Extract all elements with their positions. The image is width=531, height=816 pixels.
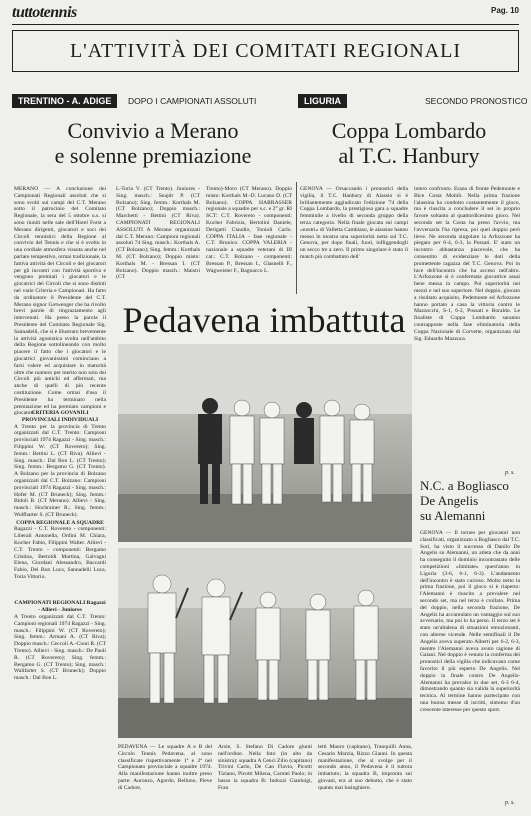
criteria-text: A Trento per la provincia di Trento organizzati dal C.T. Trento: Campioni provinciali 1974 Ragazzi - Sing. masch.: Filippini W. (CT Rovereto); Sing. femm.: Bettini L. (CT Riva). Allievi - Sing. masch.: Dal Bon L. (CT Trento); Sing. femm.: Bergamo G. (CT Trento). A Bolzano per la provincia di Bolzano organizzati dal C.T. Bolzano: Campioni provinciali 1974 Ragazzi - Sing. masch.: Hofer M. (CT Bruneck); Sing. femm.: Bidoli B. (CT Merano). Allievi - Sing. masch.: Hochrainer R.; Sing. femm.: Wolfharter S. (CT Bruneck).	[14, 423, 106, 518]
headline-liguria-line2: al T.C. Hanbury	[338, 143, 480, 168]
coppa-regionale-text: Ragazzi - C.T. Rovereto - componenti: Liberali Antonella, Ordini M. Chiara, Kocher Fabio, Filippini Walter. Allievi - C.T. Trento - componenti: Bergamo Cristina, Bertoldi Martina, Galvagni Elena, Giordani Alessandro, Baccardi Fabio, Del Bon Luca, Sannadelli Luca, Toria Vittorio.	[14, 526, 106, 580]
criteria-heading: CRITERIA GOVANILI PROVINCIALI INDIVIDUALI	[21, 410, 99, 423]
subhead-trentino: DOPO I CAMPIONATI ASSOLUTI	[128, 96, 257, 106]
tag-liguria: LIGURIA	[298, 94, 347, 108]
headline-pedavena: Pedavena imbattuta	[122, 300, 406, 340]
article-trentino-col2: L-Toria V. (CT Trento). Juniores - Sing. masch.: Snajdr P. (CT Bolzano); Sing. femm.: Korthals M. (CT Bolzano); Doppio masch.: Marchetti - Bettini (CT Riva). CAMPIONATI REGIONALI ASSOLUTI A Merano organizzati dal C.T. Merano: Campioni regionali assoluti 74 Sing. masch.: Korthals A. (CT Bolzano); Sing. femm.: Korthals M. (CT Bolzano); Doppio misto: Korthals M. - Bressan I. (CT Bolzano). Doppio masch.: Maistri (CT	[116, 186, 200, 281]
subhead-liguria: SECONDO PRONOSTICO	[425, 96, 528, 106]
article-liguria-col2: intero confronto. Erano di fronte Pedemonte e Bice Costa Mobili. Nella prima frazione l'alassina ha condotto costantemente il gioco, ma è riuscita a concludere il set in proprio favore soltanto al quattordicesimo gioco. Nel secondo set la Costa ha preso l'avvio, ma l'avversaria l'ha ripresa, poi quel doppio però lieve. Ne seconda singolare la Arfozzone ha piegato per 6-4, 6-3, la Possati. E' stato un incontro abbastanza piacevole, che ha consentito di evidenziare le doti della promettente ragazza del T.C. Genova. Poi in luce dell'incontro che ha acceso nell'altro. L'Arfozzone si è confermata giocatrice assai bene messa in campo. Poi superiorità nei mezzi e nel suo superiore. Nel doppio, giocato a risultato acquisito, Pedemonte ed Arfozzone hanno portato a casa la vittoria contro le Mazzocchi, S-1, 6-2, Possati e Boraldo. Le finaliste di Coppa Lombardo saranno contrapposte nella fase eliminatoria della Coppa Nazionale di Corvette, organizzata dal Sig. Eduardo Mazzuca.	[414, 186, 520, 342]
page-number: Pag. 10	[490, 6, 519, 15]
pedavena-caption-col1: PEDAVENA — Le squadre A e B del Circolo Tennis Pedavena, al sono classificate rispettivamente 1ª e 2ª nel Campionato provinciale a squadre 1974. Alla manifestazione hanno inoltre preso parte: Auronzo, Agordo, Belluno, Pieve di Cadore,	[118, 744, 212, 791]
bogliasco-signature: p. s.	[505, 800, 515, 806]
liguria-signature: p. s.	[505, 470, 515, 476]
team-photo-bottom	[118, 548, 412, 738]
headline-bogliasco-line1: N.C. a Bogliasco	[420, 478, 509, 493]
headline-bogliasco-line2: De Angelis	[420, 493, 479, 508]
header-rule	[12, 24, 519, 25]
headline-liguria	[296, 118, 522, 168]
headline-bogliasco-line3: su Alemanni	[420, 508, 486, 523]
article-trentino-col1: MERANO — A conclusione dei Campionati Regionali assoluti che si sono svolti sui campi del C.T. Merano sotto il patrocinio del Comitato Regionale, la sera del 5 ottobre u.s. si sono riuniti nelle sale dell'Hotel Forst a Merano dirigenti, giocatori e soci dei Circoli tennistici della Regione al convivio del Tennis e che si è svolto in una cordiale atmosfera vissuta anche nel parlare tempestivo, ormai tradizionale, la fattiva attività dei Circoli e dei giocatori per gli incontri con l'attività sportiva e vengono premiati i giocatori e le giocatrici dei Circoli che si sono distinti nel varie Criteria e Campionati. Ha fatto da ordinatore il Presidente del C.T. Merano signor Gotwenger che ha rivolto brevi parole di ringraziamento agli intervenuti. Ha preso la parola il Presidente del Comitato Regionale Sig. Sannadelli, che si è illustrato brevemente la attività agonistica svolta nell'ambito della Regione sottolineando con molto piacere il fatto che i giocatori e le giocatrici giovanissimi cominciano a farsi valere ed acquistare in maturità oltre che numero per merito non solo dei Circoli più antichi ed affermati, ma anche di quelli di più recente costituzione. Come ormai d'uso il Presidente ha terminato nella premiazione ed ha premiato campioni e giocatori.	[14, 186, 106, 417]
campionati-heading: CAMPIONATI REGIONALI Ragazzi - Allievi - Juniores	[14, 600, 106, 614]
tag-trentino: TRENTINO - A. ADIGE	[12, 94, 117, 108]
headline-trentino-line2: e solenne premiazione	[54, 143, 252, 168]
pedavena-caption-col2: Arsie, S. Stefano Di Cadore giunti nell'ordine. Nella foto (in alto da sinistra): squadra A Cenci Zilio (capitano) Trivini Carlo, De Can Flavio, Picotti Tiziano, Picotti Milena, Carniel Paolo; in basso la squadra B: Indozzi Gianluigi, Frau	[218, 744, 312, 791]
campionati-text: A Trento organizzati dal C.T. Trento: Campioni regionali 1974 Ragazzi - Sing. masch.: Filippini W. (CT Rovereto); Sing. femm.: Armani A. (CT Riva); Doppio masch.: Ceccoli A.-Cioni R. (CT Trento). Allievi - Sing. masch.: De Paoli R. (CT Rovereto); Sing. femm.: Bergamo G. (CT Trento); Sing. masch.: Walifarter S. (CT Bruneck); Doppio masch.: Dal Bon L.	[14, 613, 106, 682]
team-a-photo	[118, 344, 412, 542]
headline-trentino	[18, 118, 288, 168]
masthead: tuttotennis	[12, 4, 77, 21]
article-liguria-col1: GENOVA — Orsaccando i pronostici della vigilia, il T.C. Hanbury di Alassio si è brillantemente aggiudicato l'edizione '74 della Coppa Lombardo, la prestigiosa gara a squadre femminile a livello di seconda gruppo della terza categoria. Nella finale giocata sui campi «nostri» di Valletta Cambiaso, le alassine hanno messo in mostra una superiorità netta sul T.C. Genova, per dopo finali, fuori, infliggendogli un secco tre a zero. Il primo singolare è stato il match più combattuto dell'	[300, 186, 408, 260]
team-b-photo	[118, 548, 412, 738]
headline-liguria-line1: Coppa Lombardo	[331, 118, 487, 143]
team-photo-top	[118, 344, 412, 542]
article-trentino-col3: Trento)-Moro (CT Merano). Doppio misto: Korthals M.-D. Lucano D. (CT Bolzano). COPPA HARRASSER regionale a squadre per s.c. e 2° gr. RI SCT: C.T. Rovereto - componenti: Kocher Fabrizia, Bertolini Daniele, Derigatti Claudio, Tonioli Carlo. COPPA ITALIA - fase regionale - C.T. Brunico. COPPA VALERIA - nazionale a squadre veterani di III cat.: C.T. Bolzano - componenti: Bressan P., Bressan I., Glasnelli F., Wagweister F., Bagnacco L.	[206, 186, 292, 274]
banner-title: L'ATTIVITÀ DEI COMITATI REGIONALI	[69, 39, 462, 62]
headline-trentino-line1: Convivio a Merano	[67, 118, 239, 143]
criteria-block	[14, 410, 106, 750]
article-bogliasco: GENOVA — Il torneo per giocatori non classificati, organizzato a Bogliasco dal T.C. Sori, ha visto il successo di Danilo De Angelis su Alemanni, un atleta che da anni ha conseguito il dominio incontrastato delle competizioni «limitate» quest'anno in Liguria (3-6, 6-1, 6-3). L'andamento dell'incontro è stato curioso. Molto netto la prima frazione, poi il gioco si è riaperto: l'Alemanni è riuscito a prevalere nel secondo set, ma nel terzo è crollato. Prima del doppio, nella seconda frazione, De Angelis ha accumulato un vantaggio sul suo avversario, ma poi lo ha perso. Il terzo set è stato un'altalena di situazioni emozionanti, con alterne vicende. Nelle semifinali il De Angelis aveva superato Alberti per 6-2, 6-3, mentre l'Alemanni aveva avuto ragione di Gaiani. Nel doppio è venuto la conferma dei pronostici della vigilia che indicavano come favorito il più esperto De Angelis. Nel doppio la finale contro De Angelis-Alemanni ha prevalso in due set, 6-3 6-4, dimostrando quanto sia valida la superiorità tecnica. Al termine hanno partecipato con una buona messe di iscritti, sintomo d'un crescente interesse per questo sport.	[420, 530, 520, 713]
pedavena-caption-col3: letti Mauro (capitano), Tranquilli Anna, Cesarin Marzia, Rizzo Gianni. In questa manifestazione, che si svolge per il secondo anno, il Pedavena è il tuttora imbattuto; la squadra B, impronta sui giovani, era al suo debutto, che è stato quanto mai lusinghiero.	[318, 744, 412, 791]
coppa-regionale-heading: COPPA REGIONALE A SQUADRE	[16, 519, 104, 526]
headline-bogliasco	[420, 478, 524, 523]
section-banner	[12, 30, 519, 72]
column-divider	[296, 182, 297, 294]
